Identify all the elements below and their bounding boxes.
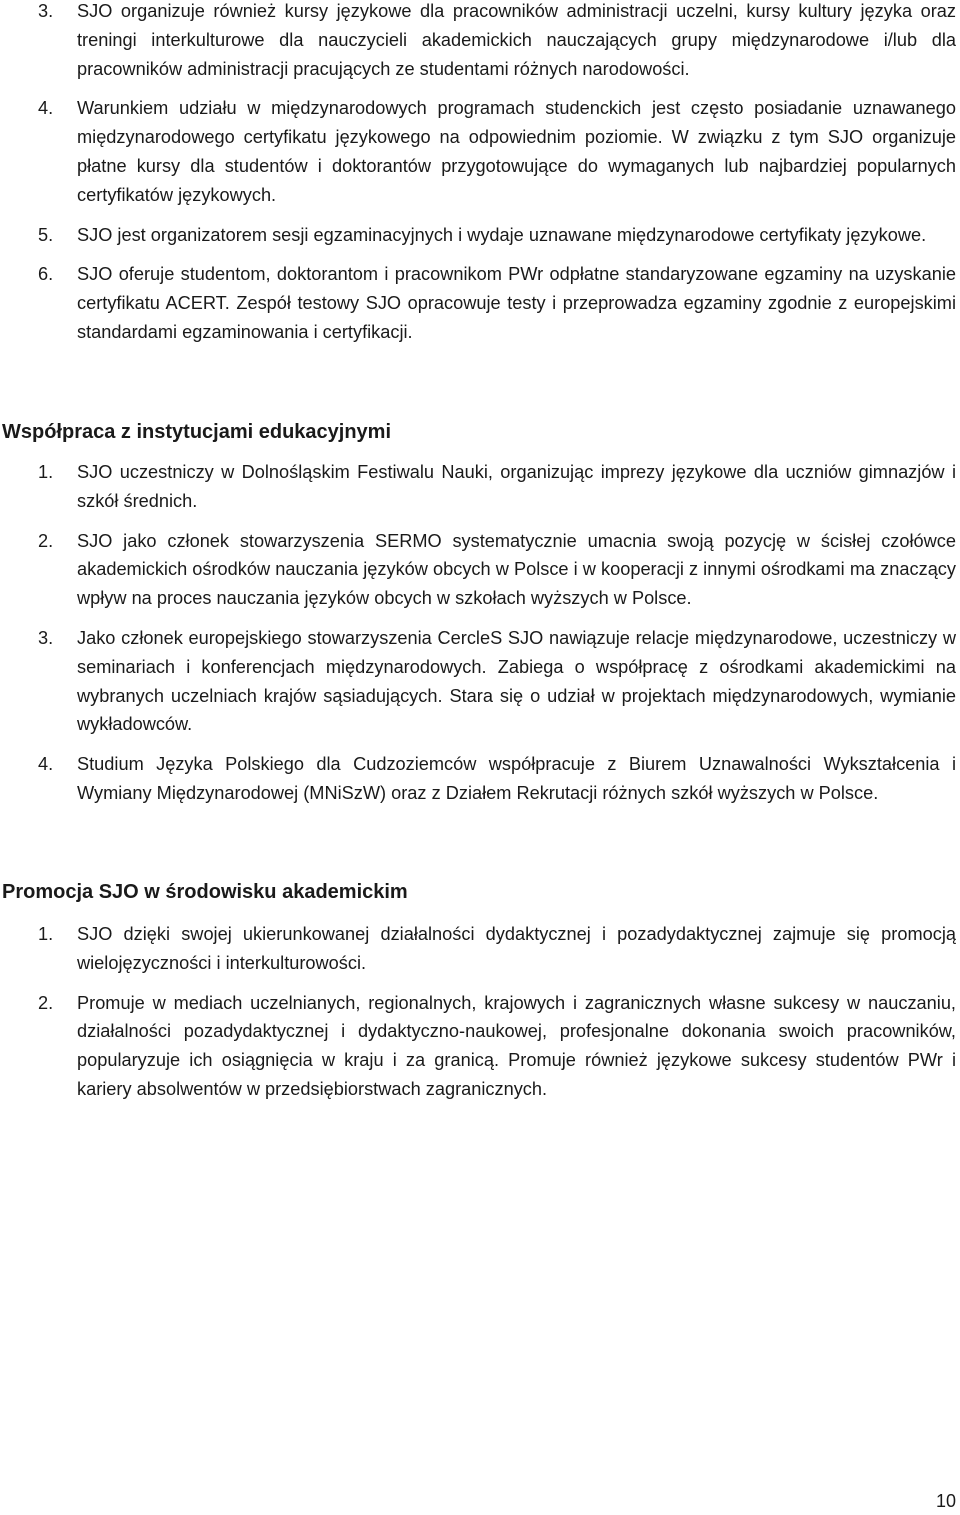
list-item-number: 4. [38,754,54,775]
list-item-text: Promuje w mediach uczelnianych, regionalnych, krajowych i zagranicznych własne sukcesy w nauczaniu, działalności pozadydaktycznej i dydaktyczno-naukowej, profesjonalne dokonania swoich pracowników, popularyzuje ich osiągnięcia w kraju i za granicą. Promuje również językowe sukcesy studentów PWr i kariery absolwentów w przedsiębiorstwach zagranicznych. [77,992,956,1099]
list-item-number: 1. [38,462,54,482]
list-item-number: 1. [38,924,54,944]
list-item-text: SJO jako członek stowarzyszenia SERMO systematycznie umacnia swoją pozycję w ścisłej czołówce akademickich ośrodków nauczania języków obcych w Polsce i w kooperacji z innymi ośrodkami ma znaczący wpływ na proces nauczania języków obcych w szkołach wyższych w Polsce. [77,530,956,609]
section-list-cooperation [0,458,956,819]
page-number: 10 [935,1491,956,1511]
list-item [0,527,956,613]
list-item [0,920,956,978]
list-item [0,624,956,739]
list-item-text: SJO uczestniczy w Dolnośląskim Festiwalu Nauki, organizując imprezy językowe dla uczniów gimnazjów i szkół średnich. [77,462,956,511]
section-heading-promotion: Promocja SJO w środowisku akademickim [2,881,408,903]
list-item-text: Jako członek europejskiego stowarzyszenia CercleS SJO nawiązuje relacje międzynarodowe, uczestniczy w seminariach i konferencjach międzynarodowych. Zabiega o współpracę z ośrodkami akademickimi na wybranych uczelniach krajów sąsiadujących. Stara się o udział w projektach międzynarodowych, wymianie wykładowców. [77,627,956,735]
section-list-sjo-courses [0,0,956,358]
list-item-number: 6. [38,264,54,285]
list-item [0,989,956,1104]
list-item-number: 3. [38,1,54,21]
list-item-text: Studium Języka Polskiego dla Cudzoziemców współpracuje z Biurem Uznawalności Wykształcenia i Wymiany Międzynarodowej (MNiSzW) oraz z Działem Rekrutacji różnych szkół wyższych w Polsce. [77,754,956,803]
list-item-number: 3. [38,627,54,648]
list-item [0,94,956,209]
list-item [0,221,956,250]
list-item-number: 2. [38,530,54,551]
list-item [0,750,956,808]
list-item-number: 4. [38,98,54,119]
list-item [0,260,956,346]
list-item-text: SJO dzięki swojej ukierunkowanej działalności dydaktycznej i pozadydaktycznej zajmuje się promocją wielojęzyczności i interkulturowości. [77,924,956,973]
list-item-text: SJO oferuje studentom, doktorantom i pracownikom PWr odpłatne standaryzowane egzaminy na uzyskanie certyfikatu ACERT. Zespół testowy SJO opracowuje testy i przeprowadza egzaminy zgodnie z europejskimi standardami egzaminowania i certyfikacji. [77,264,956,342]
list-item-text: SJO jest organizatorem sesji egzaminacyjnych i wydaje uznawane międzynarodowe certyfikaty językowe. [77,224,927,245]
list-item [0,458,956,516]
list-item-text: SJO organizuje również kursy językowe dla pracowników administracji uczelni, kursy kultury języka oraz treningi interkulturowe dla nauczycieli akademickich nauczających grupy międzynarodowe i/lub dla pracowników administracji pracujących ze studentami różnych narodowości. [77,1,956,79]
list-item [0,0,956,83]
list-item-number: 5. [38,224,54,245]
list-item-number: 2. [38,992,54,1013]
section-list-promotion [0,920,956,1115]
list-item-text: Warunkiem udziału w międzynarodowych programach studenckich jest często posiadanie uznawanego międzynarodowego certyfikatu językowego na odpowiednim poziomie. W związku z tym SJO organizuje płatne kursy dla studentów i doktorantów przygotowujące do wymaganych lub najbardziej popularnych certyfikatów językowych. [77,98,956,205]
section-heading-cooperation: Współpraca z instytucjami edukacyjnymi [2,421,392,443]
